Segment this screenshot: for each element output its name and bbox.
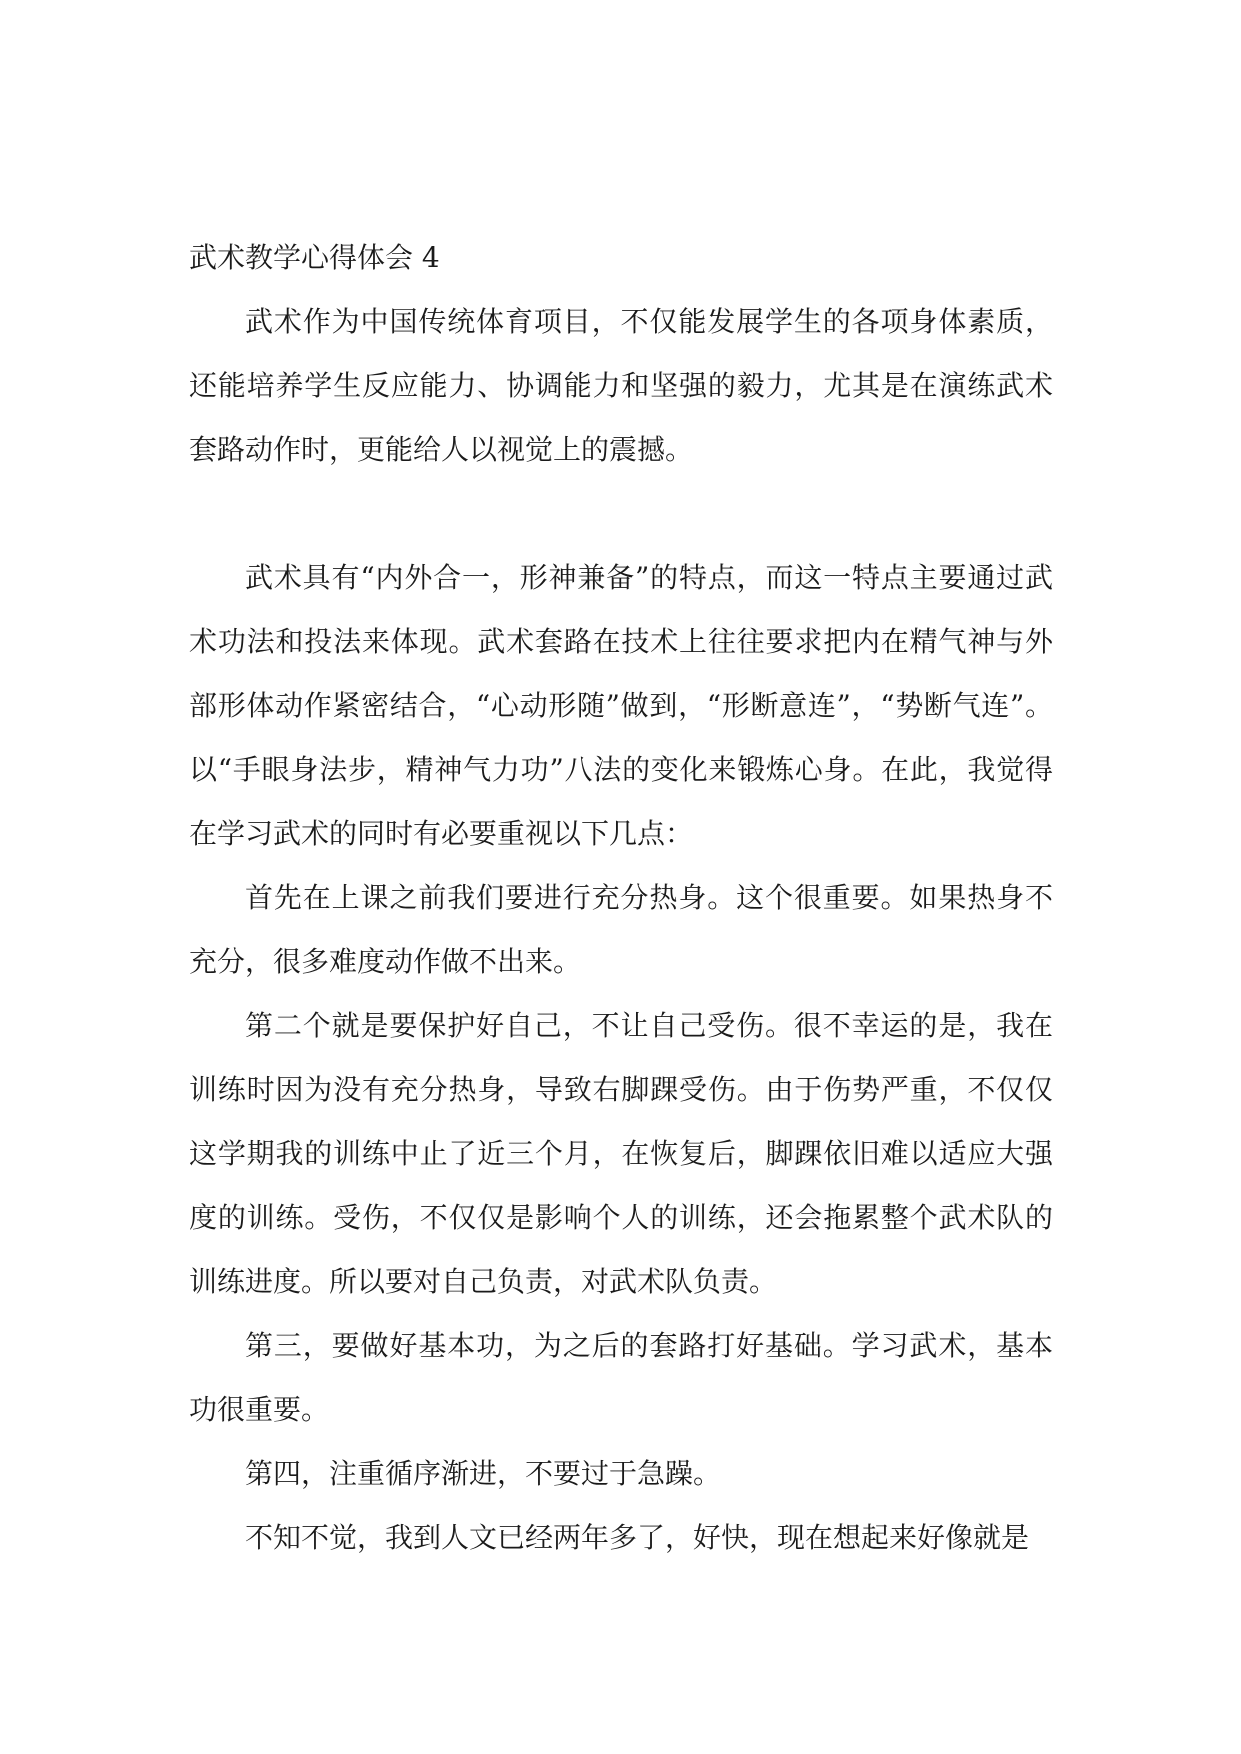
document-body (189, 226, 1053, 1570)
paragraph-point-warmup: 首先在上课之前我们要进行充分热身。这个很重要。如果热身不充分，很多难度动作做不出来。 (189, 881, 1053, 978)
paragraph-point-safety: 第二个就是要保护好自己，不让自己受伤。很不幸运的是，我在训练时因为没有充分热身，导致右脚踝受伤。由于伤势严重，不仅仅这学期我的训练中止了近三个月，在恢复后，脚踝依旧难以适应大强度的训练。受伤，不仅仅是影响个人的训练，还会拖累整个武术队的训练进度。所以要对自己负责，对武术队负责。 (189, 1009, 1053, 1298)
document-title: 武术教学心得体会 4 (189, 241, 440, 274)
paragraph-intro: 武术作为中国传统体育项目，不仅能发展学生的各项身体素质，还能培养学生反应能力、协调能力和坚强的毅力，尤其是在演练武术套路动作时，更能给人以视觉上的震撼。 (189, 305, 1053, 466)
blank-line (189, 482, 1053, 546)
paragraph-characteristics: 武术具有“内外合一，形神兼备”的特点，而这一特点主要通过武术功法和投法来体现。武术套路在技术上往往要求把内在精气神与外部形体动作紧密结合，“心动形随”做到，“形断意连”，“势断气连”。以“手眼身法步，精神气力功”八法的变化来锻炼心身。在此，我觉得在学习武术的同时有必要重视以下几点： (189, 561, 1053, 850)
paragraph-point-basics: 第三，要做好基本功，为之后的套路打好基础。学习武术，基本功很重要。 (189, 1329, 1053, 1426)
paragraph-point-gradual: 第四，注重循序渐进，不要过于急躁。 (245, 1457, 722, 1490)
paragraph-reflection: 不知不觉，我到人文已经两年多了，好快，现在想起来好像就是 (245, 1521, 1030, 1554)
